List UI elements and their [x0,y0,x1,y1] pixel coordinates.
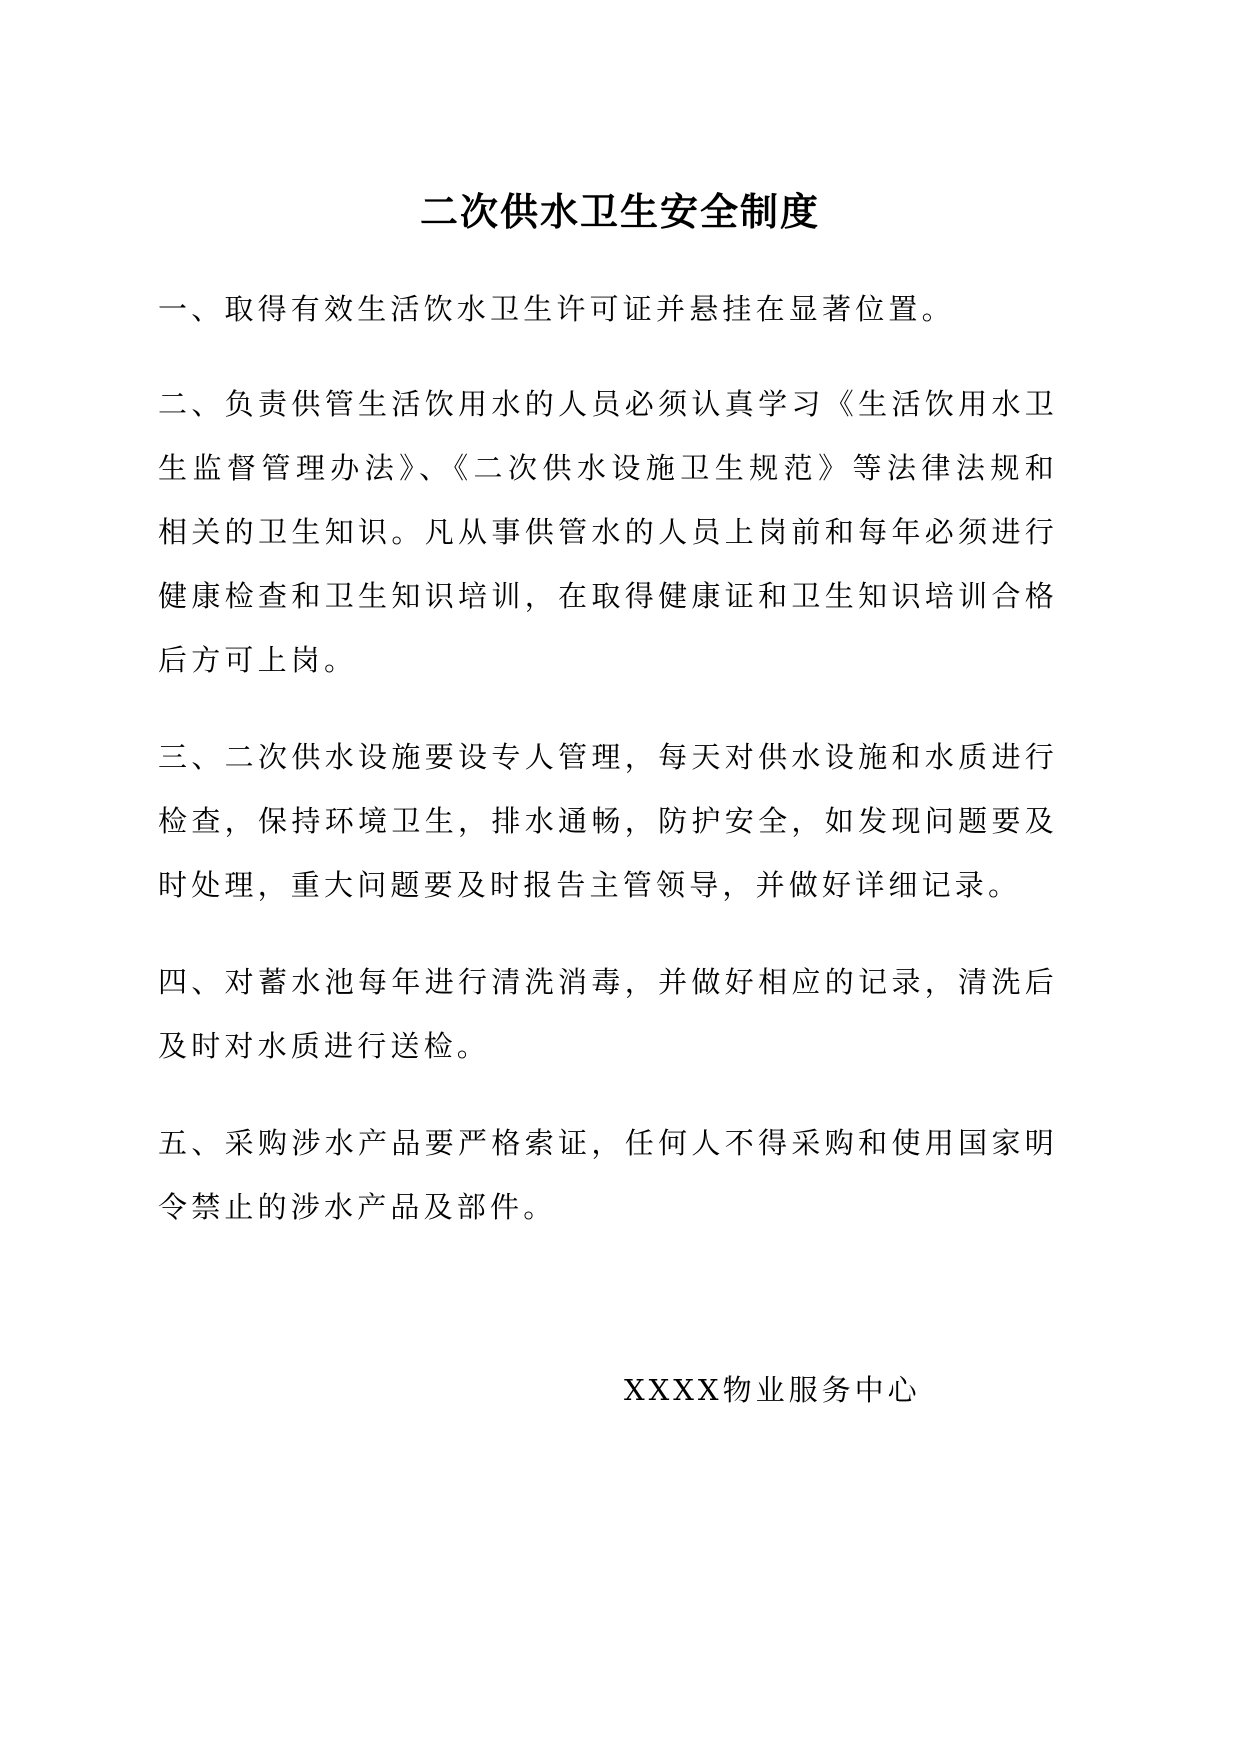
regulation-item-5: 五、采购涉水产品要严格索证，任何人不得采购和使用国家明令禁止的涉水产品及部件。 [158,1126,1058,1224]
regulation-item-2: 二、负责供管生活饮用水的人员必须认真学习《生活饮用水卫生监督管理办法》、《二次供水设施卫生规范》等法律法规和相关的卫生知识。凡从事供管水的人员上岗前和每年必须进行健康检查和卫生知识培训，在取得健康证和卫生知识培训合格后方可上岗。 [158,387,1058,677]
regulation-item-1: 一、取得有效生活饮水卫生许可证并悬挂在显著位置。 [158,292,955,326]
document-title: 二次供水卫生安全制度 [419,190,820,234]
regulation-item-4: 四、对蓄水池每年进行清洗消毒，并做好相应的记录，清洗后及时对水质进行送检。 [158,965,1058,1063]
issuer-signature: XXXX物业服务中心 [624,1373,921,1407]
regulation-item-3: 三、二次供水设施要设专人管理，每天对供水设施和水质进行检查，保持环境卫生，排水通畅，防护安全，如发现问题要及时处理，重大问题要及时报告主管领导，并做好详细记录。 [158,740,1058,902]
